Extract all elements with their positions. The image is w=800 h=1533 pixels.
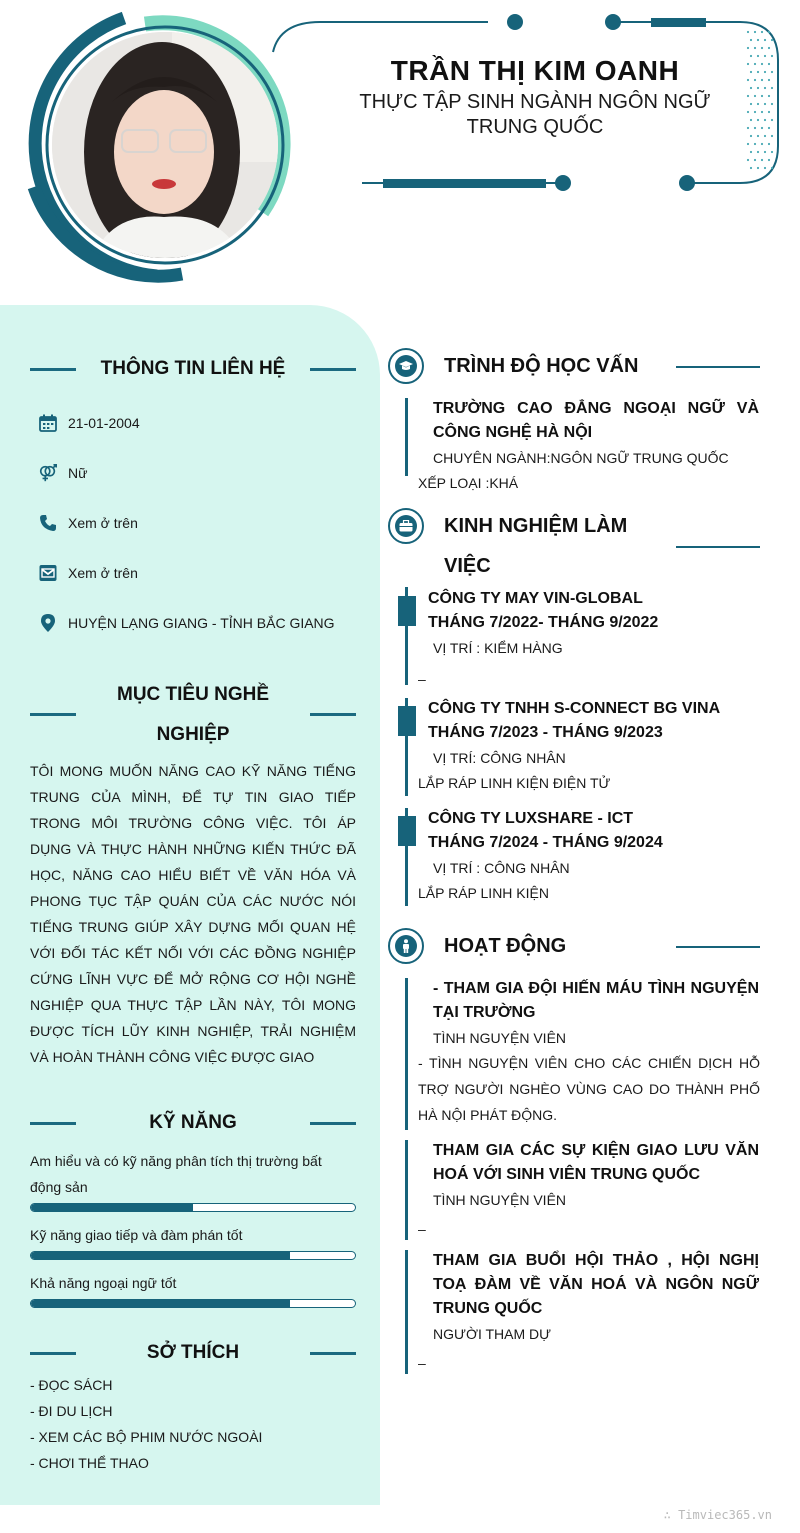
gender-icon [38, 463, 58, 483]
education-grade: XẾP LOẠI :KHÁ [418, 475, 519, 491]
experience-marker [398, 596, 416, 626]
phone-icon [38, 513, 58, 533]
person-icon [388, 928, 424, 964]
calendar-icon [38, 413, 58, 433]
experience-company: CÔNG TY MAY VIN-GLOBAL [428, 590, 643, 607]
hobby-item: - ĐI DU LỊCH [30, 1403, 113, 1419]
skill-bar [30, 1299, 356, 1308]
hobbies-heading: SỞ THÍCH [30, 1333, 356, 1373]
experience-company: CÔNG TY LUXSHARE - ICT [428, 810, 634, 827]
activity-timeline-bar [405, 1140, 408, 1240]
objective-text: TÔI MONG MUỐN NĂNG CAO KỸ NĂNG TIẾNG TRUNG CỦA MÌNH, ĐỂ TỰ TIN GIAO TIẾP TRONG MÔI TRƯỜNG CÔNG VIỆC. TÔI ÁP DỤNG VÀ THỰC HÀNH NHỮNG KIẾN THỨC ĐÃ HỌC, NĂNG CAO HIỂU BIẾT VỀ VĂN HÓA VÀ PHONG TỤC TẬP QUÁN CỦA CÁC NƯỚC NÓI TIẾNG TRUNG GIÚP XÂY DỰNG MỐI QUAN HỆ VỚI ĐỐI TÁC KẾT NỐI VỚI CÁC ĐỒNG NGHIỆP CỨNG LĨNH VỰC ĐỂ MỞ RỘNG CƠ HỘI NGHỀ NGHIỆP QUA THỰC TẬP LẦN NÀY, TÔI MONG ĐƯỢC TÍCH LŨY KINH NGHIỆP, TRẢI NGHIỆM VÀ HOÀN THÀNH CÔNG VIỆC ĐƯỢC GIAO [30, 763, 356, 1065]
profile-photo [52, 32, 278, 258]
activity-role: TÌNH NGUYỆN VIÊN [433, 1030, 567, 1046]
experience-position: VỊ TRÍ: CÔNG NHÂN [433, 750, 566, 766]
skill-label: Khả năng ngoại ngữ tốt [30, 1275, 177, 1291]
job-title: THỰC TẬP SINH NGÀNH NGÔN NGỮ TRUNG QUỐC [359, 91, 711, 138]
contact-heading: THÔNG TIN LIÊN HỆ [30, 349, 356, 389]
activity-description: – [418, 1355, 426, 1371]
education-heading: TRÌNH ĐỘ HỌC VẤN [388, 346, 760, 386]
objective-heading: MỤC TIÊU NGHỀ NGHIỆP [30, 675, 356, 755]
experience-position: VỊ TRÍ : KIỂM HÀNG [433, 640, 563, 656]
education-timeline-bar [405, 398, 408, 476]
activity-title: THAM GIA CÁC SỰ KIỆN GIAO LƯU VĂN HOÁ VỚI SINH VIÊN TRUNG QUỐC [433, 1142, 759, 1183]
experience-position: VỊ TRÍ : CÔNG NHÂN [433, 860, 570, 876]
activities-heading: HOẠT ĐỘNG [388, 926, 760, 966]
experience-period: THÁNG 7/2023 - THÁNG 9/2023 [428, 724, 663, 741]
experience-period: THÁNG 7/2024 - THÁNG 9/2024 [428, 834, 663, 851]
contact-dob: 21-01-2004 [38, 413, 140, 433]
education-school: TRƯỜNG CAO ĐẲNG NGOẠI NGỮ VÀ CÔNG NGHỆ HÀ NỘI [433, 400, 759, 441]
activity-role: TÌNH NGUYỆN VIÊN [433, 1192, 567, 1208]
experience-description: LẮP RÁP LINH KIỆN [418, 885, 549, 901]
activity-description: - TÌNH NGUYỆN VIÊN CHO CÁC CHIẾN DỊCH HỖ TRỢ NGƯỜI NGHÈO VÙNG CAO DO THÀNH PHỐ HÀ NỘI PHÁT ĐỘNG. [418, 1055, 760, 1123]
activity-title: - THAM GIA ĐỘI HIẾN MÁU TÌNH NGUYỆN TẠI TRƯỜNG [433, 980, 759, 1021]
candidate-name: TRẦN THỊ KIM OANH [390, 55, 680, 86]
graduation-cap-icon [388, 348, 424, 384]
skill-bar [30, 1251, 356, 1260]
experience-description: – [418, 671, 426, 687]
activity-timeline-bar [405, 1250, 408, 1374]
experience-description: LẮP RÁP LINH KIỆN ĐIỆN TỬ [418, 775, 611, 791]
briefcase-icon [388, 508, 424, 544]
experience-company: CÔNG TY TNHH S-CONNECT BG VINA [428, 700, 721, 717]
activity-role: NGƯỜI THAM DỰ [433, 1326, 552, 1342]
contact-address: HUYỆN LẠNG GIANG - TỈNH BẮC GIANG [38, 613, 335, 633]
skills-heading: KỸ NĂNG [30, 1103, 356, 1143]
experience-marker [398, 706, 416, 736]
skill-label: Am hiểu và có kỹ năng phân tích thị trường bất động sản [30, 1153, 322, 1195]
skill-bar [30, 1203, 356, 1212]
activity-timeline-bar [405, 978, 408, 1130]
contact-email: Xem ở trên [38, 563, 138, 583]
contact-phone: Xem ở trên [38, 513, 138, 533]
location-pin-icon [38, 613, 58, 633]
experience-period: THÁNG 7/2022- THÁNG 9/2022 [428, 614, 659, 631]
email-icon [38, 563, 58, 583]
experience-marker [398, 816, 416, 846]
hobby-item: - ĐỌC SÁCH [30, 1377, 113, 1393]
skill-label: Kỹ năng giao tiếp và đàm phán tốt [30, 1227, 243, 1243]
hobby-item: - CHƠI THỂ THAO [30, 1455, 149, 1471]
activity-description: – [418, 1221, 426, 1237]
experience-heading: KINH NGHIỆM LÀM VIỆC [388, 506, 760, 586]
hobby-item: - XEM CÁC BỘ PHIM NƯỚC NGOÀI [30, 1429, 263, 1445]
contact-gender: Nữ [38, 463, 87, 483]
watermark: ∴ Timviec365.vn [663, 1508, 772, 1522]
education-major: CHUYÊN NGÀNH:NGÔN NGỮ TRUNG QUỐC [433, 450, 729, 466]
activity-title: THAM GIA BUỔI HỘI THẢO , HỘI NGHỊ TOẠ ĐÀM VỀ VĂN HOÁ VÀ NGÔN NGỮ TRUNG QUỐC [433, 1252, 759, 1317]
